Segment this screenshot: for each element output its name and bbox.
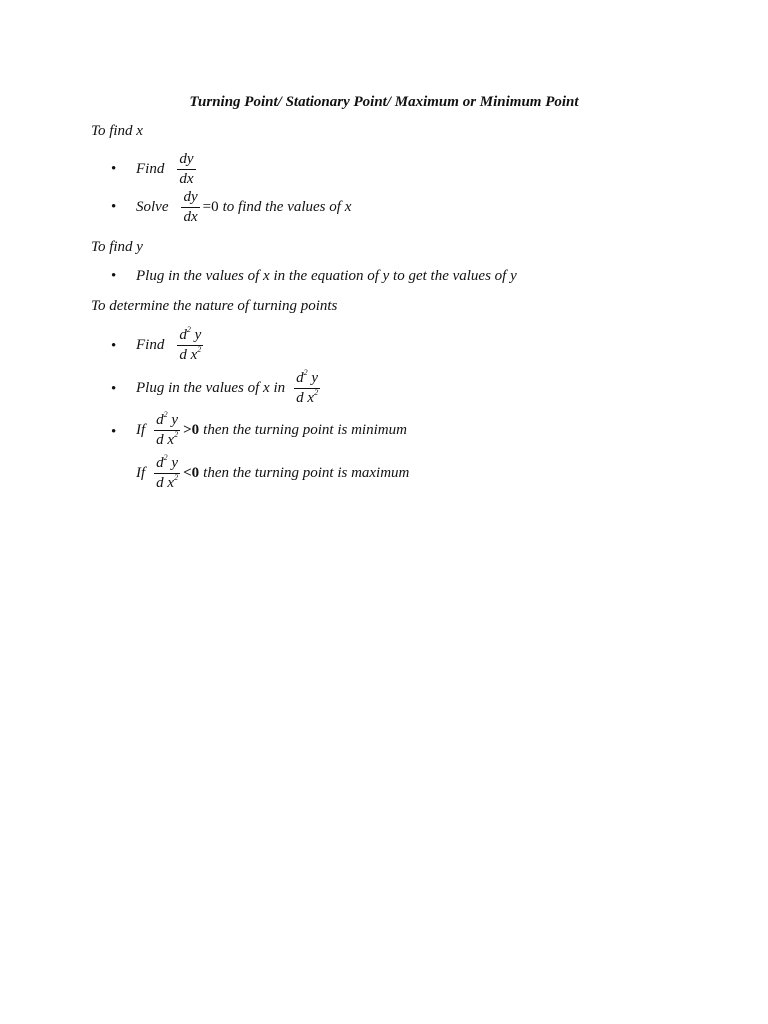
plug-text: Plug in the values of x in [136, 380, 286, 396]
minimum-text: then the turning point is minimum [203, 422, 407, 438]
step-plug-x-in-second-derivative [136, 368, 323, 406]
fraction-numerator: $d^2$ y [154, 456, 180, 474]
condition-minimum [136, 410, 407, 448]
heading-nature: To determine the nature of turning points [91, 298, 338, 314]
second-derivative-fraction [177, 325, 203, 363]
fraction-denominator: d $x^2$ [296, 388, 319, 406]
dy-dx-fraction [177, 152, 195, 187]
fraction-numerator: $d^2$ y [177, 328, 203, 346]
bullet: • [111, 424, 117, 440]
dy-dx-fraction [181, 190, 199, 225]
equals-zero: =0 [202, 199, 219, 215]
bullet: • [111, 199, 117, 215]
fraction-denominator: d $x^2$ [156, 473, 179, 491]
bullet: • [111, 381, 117, 397]
fraction-denominator: dx [179, 171, 194, 187]
step-solve-dydx [136, 190, 351, 225]
solve-label: Solve [136, 199, 169, 215]
step-find-dydx [136, 152, 199, 187]
bullet: • [111, 268, 117, 284]
condition-maximum [136, 453, 410, 491]
step-plug-x-in-y [136, 268, 517, 285]
find-label: Find [136, 161, 165, 177]
fraction-denominator: dx [183, 209, 198, 225]
fraction-denominator: d $x^2$ [156, 430, 179, 448]
bullet: • [111, 161, 117, 177]
plug-text: Plug in the values of x in the equation of y to get the values of y [136, 268, 517, 284]
if-label: If [136, 465, 146, 481]
fraction-denominator: d $x^2$ [179, 345, 202, 363]
if-label: If [136, 422, 146, 438]
fraction-numerator: $d^2$ y [154, 413, 180, 431]
heading-find-y: To find y [91, 239, 143, 255]
maximum-text: then the turning point is maximum [203, 465, 410, 481]
solve-suffix: to find the values of x [222, 199, 352, 215]
fraction-numerator: dy [181, 190, 199, 208]
less-than-zero: <0 [183, 465, 200, 481]
second-derivative-fraction [294, 368, 320, 406]
find-label: Find [136, 337, 165, 353]
page-title: Turning Point/ Stationary Point/ Maximum or Minimum Point [189, 94, 579, 110]
step-find-second-derivative [136, 325, 206, 363]
fraction-numerator: $d^2$ y [294, 371, 320, 389]
heading-find-x: To find x [91, 123, 143, 139]
fraction-numerator: dy [177, 152, 195, 170]
second-derivative-fraction [154, 453, 180, 491]
bullet: • [111, 338, 117, 354]
second-derivative-fraction [154, 410, 180, 448]
greater-than-zero: >0 [183, 422, 200, 438]
